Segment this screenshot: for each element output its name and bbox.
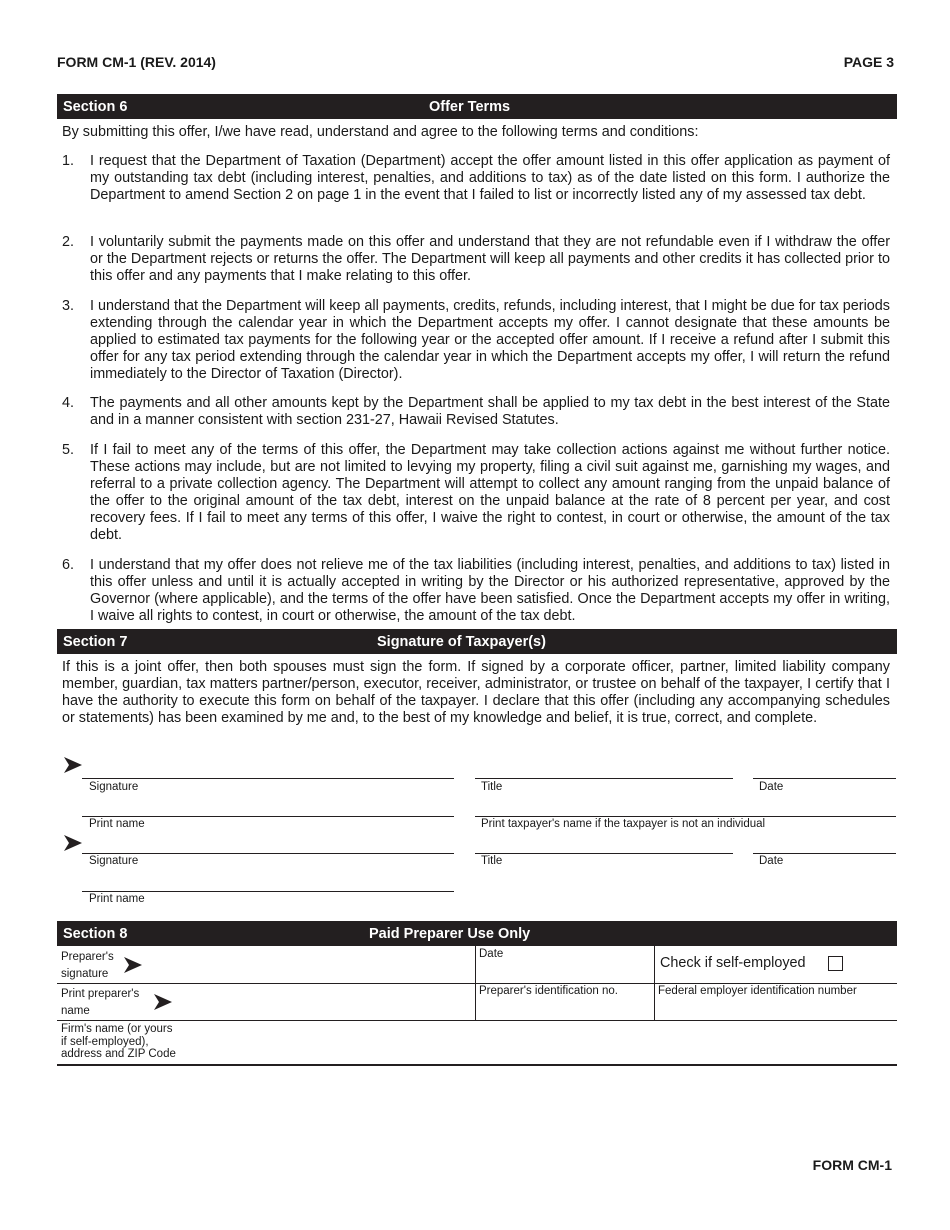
preparer-row-divider [57, 1020, 897, 1021]
preparer-date-label: Date [479, 948, 504, 960]
term-text: I voluntarily submit the payments made on this offer and understand that they are not refundable even if I withdraw the offer or the Department rejects or returns the offer. The Department will keep all payments and other credits it has collected prior to this offer and any payments that I make relating to this offer. [90, 234, 890, 284]
fein-label: Federal employer identification number [658, 985, 857, 997]
firm-name-field[interactable] [200, 1022, 890, 1062]
form-id: FORM CM-1 (REV. 2014) [57, 54, 216, 70]
term-item [62, 234, 890, 285]
title-1-label: Title [481, 781, 503, 793]
section-6-number: Section 6 [63, 99, 128, 115]
section-8-header [57, 921, 897, 946]
non-individual-name-line[interactable] [475, 816, 896, 817]
firm-name-label-line1: Firm's name (or yours [61, 1023, 173, 1035]
self-employed-label: Check if self-employed [660, 955, 806, 971]
print-name-1-line[interactable] [82, 816, 454, 817]
preparer-column-divider [475, 946, 476, 1020]
title-2-label: Title [481, 855, 503, 867]
section-7-title: Signature of Taxpayer(s) [377, 634, 546, 650]
arrow-pointer-icon [64, 757, 82, 773]
section-6-intro: By submitting this offer, I/we have read, understand and agree to the following terms and conditions: [62, 124, 699, 140]
signature-1-label: Signature [89, 781, 139, 793]
term-item [62, 298, 890, 383]
title-1-line[interactable] [475, 778, 733, 779]
signature-2-label: Signature [89, 855, 139, 867]
term-text: If I fail to meet any of the terms of this offer, the Department may take collection actions against me without further notice. These actions may include, but are not limited to levying my property, filing a civil suit against me, garnishing my wages, and referral to a private collection agency. The Department will attempt to collect any amount ranging from the unpaid balance of the offer to the original amount of the tax debt, interest on the unpaid balance at the rate of 8 percent per year, and cost recovery fees. If I fail to meet any terms of this offer, I waive the right to contest, in court or otherwise, the amount of the tax debt. [90, 442, 890, 543]
print-name-2-line[interactable] [82, 891, 454, 892]
preparer-table-bottom [57, 1064, 897, 1066]
preparer-signature-field[interactable] [146, 948, 471, 981]
firm-name-label-line3: address and ZIP Code [61, 1048, 176, 1060]
arrow-pointer-icon [154, 994, 172, 1010]
firm-name-label [61, 1023, 176, 1061]
section-7-header [57, 629, 897, 654]
print-name-1-label: Print name [89, 818, 145, 830]
term-number: 2. [62, 234, 75, 250]
non-individual-name-label: Print taxpayer's name if the taxpayer is not an individual [481, 818, 766, 830]
term-text: I understand that my offer does not relieve me of the tax liabilities (including interest, penalties, and additions to tax) listed in this offer unless and until it is actually accepted in writing by the Director or his authorized representative, approved by the Governor (where applicable), and the terms of the offer have been satisfied. Once the Department accepts my offer in writing, I waive all rights to contest, in court or otherwise, the amount of the tax debt. [90, 557, 890, 624]
section-7-number: Section 7 [63, 634, 128, 650]
term-number: 3. [62, 298, 75, 314]
section-6-title: Offer Terms [429, 99, 511, 115]
print-preparer-label-line2: name [61, 1005, 90, 1017]
date-2-label: Date [759, 855, 784, 867]
section-7-intro: If this is a joint offer, then both spouses must sign the form. If signed by a corporate officer, partner, limited liability company member, guardian, tax matters partner/person, executor, receiver, administrator, or trustee on behalf of the taxpayer, I certify that I have the authority to execute this form on behalf of the taxpayer. I declare that this offer (including any accompanying schedules or statements) has been examined by me and, to the best of my knowledge and belief, it is true, correct, and complete. [62, 659, 890, 726]
term-item [62, 153, 890, 204]
signature-2-line[interactable] [82, 853, 454, 854]
firm-name-label-line2: if self-employed), [61, 1035, 149, 1048]
date-2-line[interactable] [753, 853, 896, 854]
term-text: I understand that the Department will keep all payments, credits, refunds, including interest, that I might be due for tax periods extending through the calendar year in which the Department accepts my offer. I cannot designate that these amounts be applied to estimated tax payments for the following year or the accepted offer amount. If I receive a refund after I submit this offer for any tax period extending through the calendar year in which the Department accepts my offer, I will return the refund immediately to the Director of Taxation (Director). [90, 298, 890, 382]
date-1-label: Date [759, 781, 784, 793]
preparer-signature-label-line2: signature [61, 968, 109, 980]
term-item [62, 442, 890, 544]
section-8-title: Paid Preparer Use Only [369, 926, 531, 942]
term-item [62, 557, 890, 625]
term-number: 4. [62, 395, 75, 411]
preparer-id-label: Preparer's identification no. [479, 985, 618, 997]
term-item [62, 395, 890, 429]
print-preparer-label [61, 988, 139, 1018]
preparer-column-divider [654, 946, 655, 1020]
self-employed-checkbox[interactable] [828, 956, 843, 971]
preparer-signature-label [61, 951, 114, 981]
title-2-line[interactable] [475, 853, 733, 854]
term-text: The payments and all other amounts kept by the Department shall be applied to my tax debt in the best interest of the State and in a manner consistent with section 231-27, Hawaii Revised Statutes. [90, 395, 890, 428]
preparer-row-divider [57, 983, 897, 984]
print-preparer-label-line1: Print preparer's [61, 988, 140, 1000]
term-number: 5. [62, 442, 75, 458]
section-6-header [57, 94, 897, 119]
preparer-signature-label-line1: Preparer's [61, 951, 114, 963]
arrow-pointer-icon [64, 835, 82, 851]
arrow-pointer-icon [124, 957, 142, 973]
signature-1-line[interactable] [82, 778, 454, 779]
term-number: 1. [62, 153, 75, 169]
page-number: PAGE 3 [843, 54, 894, 70]
print-preparer-name-field[interactable] [176, 985, 471, 1018]
print-name-2-label: Print name [89, 893, 145, 905]
term-text: I request that the Department of Taxation (Department) accept the offer amount listed in this offer application as payment of my outstanding tax debt (including interest, penalties, and additions to tax) as of the date listed on this form. I authorize the Department to amend Section 2 on page 1 in the event that I failed to list or incorrectly listed any of my assessed tax debt. [90, 153, 890, 203]
term-number: 6. [62, 557, 75, 573]
section-8-number: Section 8 [63, 926, 128, 942]
date-1-line[interactable] [753, 778, 896, 779]
footer-form-name: FORM CM-1 [812, 1157, 892, 1173]
